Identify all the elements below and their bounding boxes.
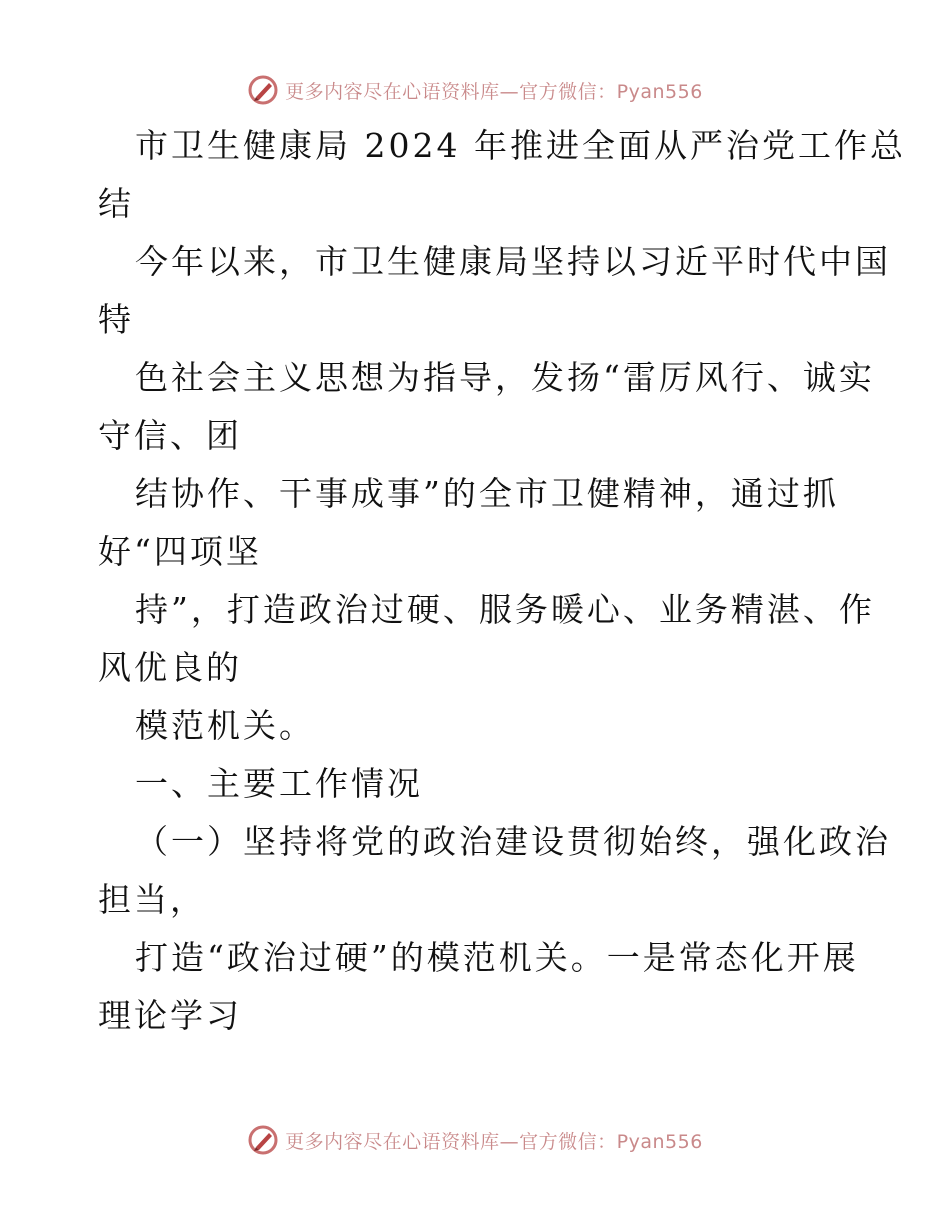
paragraph-line: 模范机关。	[135, 706, 315, 745]
subsection-line: （一）坚持将党的政治建设贯彻始终，强化政治	[135, 822, 891, 861]
paragraph-line: 理论学习	[98, 996, 242, 1035]
paragraph-line: 好“四项坚	[98, 532, 262, 571]
paragraph-line: 持”，打造政治过硬、服务暖心、业务精湛、作	[135, 590, 875, 629]
paragraph-line: 今年以来，市卫生健康局坚持以习近平时代中国	[135, 242, 891, 281]
paragraph-line: 打造“政治过硬”的模范机关。一是常态化开展	[135, 938, 859, 977]
title-line-1: 市卫生健康局 2024 年推进全面从严治党工作总	[135, 126, 906, 165]
paragraph-line: 风优良的	[98, 648, 242, 687]
footer-watermark	[0, 1120, 950, 1160]
header-watermark	[0, 70, 950, 110]
title-line-2: 结	[98, 184, 134, 223]
subsection-line: 担当，	[98, 880, 206, 919]
pen-logo-icon	[247, 74, 279, 106]
paragraph-line: 守信、团	[98, 416, 242, 455]
watermark-text: 更多内容尽在心语资料库—官方微信：Pyan556	[285, 1130, 703, 1153]
pen-logo-icon	[247, 1124, 279, 1156]
paragraph-line: 色社会主义思想为指导，发扬“雷厉风行、诚实	[135, 358, 875, 397]
paragraph-line: 结协作、干事成事”的全市卫健精神，通过抓	[135, 474, 839, 513]
paragraph-line: 特	[98, 300, 134, 339]
watermark-text: 更多内容尽在心语资料库—官方微信：Pyan556	[285, 80, 703, 103]
section-heading: 一、主要工作情况	[135, 764, 423, 803]
